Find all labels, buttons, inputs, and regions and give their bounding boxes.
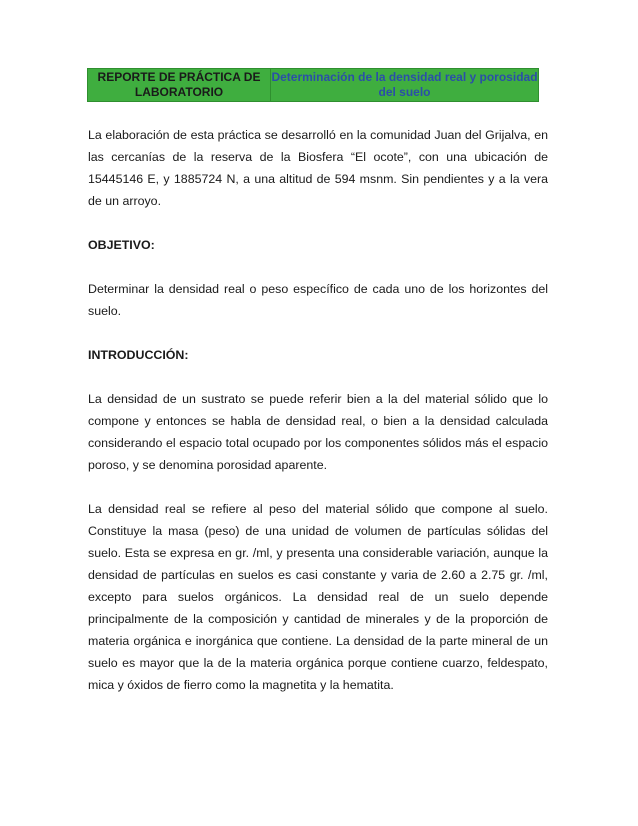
report-header — [87, 68, 539, 102]
document-body — [88, 124, 548, 696]
report-title: Determinación de la densidad real y porosidad del suelo — [271, 70, 538, 99]
report-type-label: REPORTE DE PRÁCTICA DE LABORATORIO — [88, 69, 271, 101]
introduccion-paragraph-2: La densidad real se refiere al peso del material sólido que compone al suelo. Constituye la masa (peso) de una unidad de volumen de partículas sólidas del suelo. Esta se expresa en gr. /ml, y presenta una considerable variación, aunque la densidad de partículas en suelos es casi constante y varia de 2.60 a 2.75 gr. /ml, excepto para suelos orgánicos. La densidad real de un suelo depende principalmente de la composición y cantidad de minerales y de la proporción de materia orgánica e inorgánica que contiene. La densidad de la parte mineral de un suelo es mayor que la de la materia orgánica porque contiene cuarzo, feldespato, mica y óxidos de fierro como la magnetita y la hematita. — [88, 502, 548, 692]
intro-paragraph: La elaboración de esta práctica se desarrolló en la comunidad Juan del Grijalva, en las cercanías de la reserva de la Biosfera “El ocote”, con una ubicación de 15445146 E, y 1885724 N, a una altitud de 594 msnm. Sin pendientes y a la vera de un arroyo. — [88, 128, 548, 208]
objetivo-heading: OBJETIVO: — [88, 238, 155, 252]
introduccion-paragraph-1: La densidad de un sustrato se puede referir bien a la del material sólido que lo compone y entonces se habla de densidad real, o bien a la densidad calculada considerando el espacio total ocupado por los componentes sólidos más el espacio poroso, y se denomina porosidad aparente. — [88, 392, 548, 472]
objetivo-text: Determinar la densidad real o peso específico de cada uno de los horizontes del suelo. — [88, 282, 548, 318]
introduccion-heading: INTRODUCCIÓN: — [88, 348, 189, 362]
